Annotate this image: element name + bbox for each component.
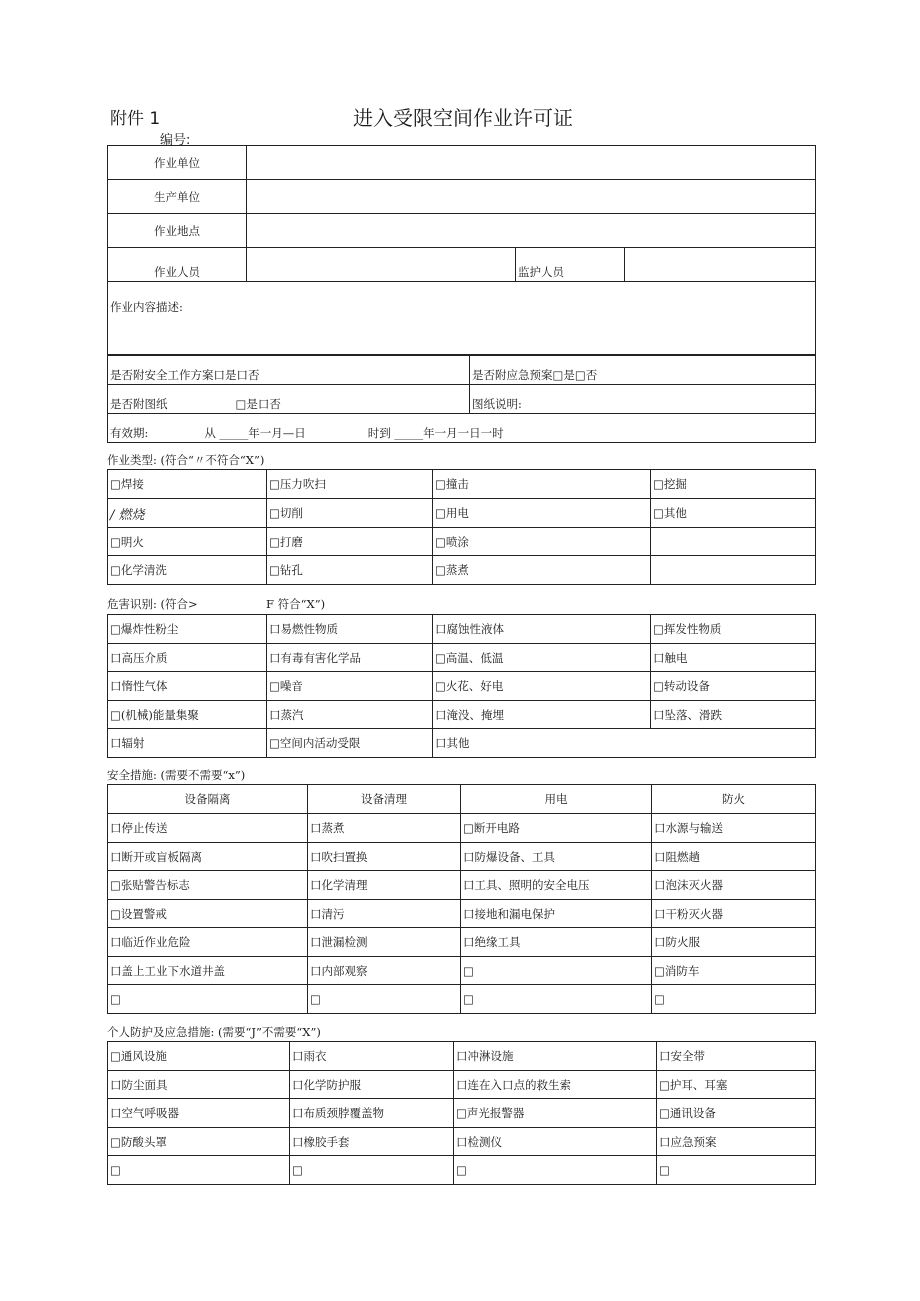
serial-number-label: 编号: [160, 133, 191, 148]
safety-option[interactable]: 口断开或盲板隔离 [108, 843, 308, 871]
ppe-option-blank[interactable]: □ [290, 1156, 454, 1185]
safety-option[interactable]: 口临近作业危险 [108, 928, 308, 957]
validity-label: 有效期: [110, 426, 149, 440]
work-type-option[interactable]: □撞击 [433, 470, 651, 499]
ppe-option[interactable]: 口防尘面具 [108, 1071, 290, 1099]
safety-option[interactable]: 口水源与输送 [652, 814, 816, 843]
work-type-option[interactable]: □蒸煮 [433, 556, 651, 585]
work-type-option[interactable]: □喷涂 [433, 528, 651, 556]
work-type-option[interactable]: □打磨 [267, 528, 433, 556]
safety-option[interactable]: 口阻燃趟 [652, 843, 816, 871]
hazard-table [107, 614, 816, 758]
drawings-options[interactable]: □是口否 [235, 397, 281, 411]
hazard-option[interactable]: □空间内活动受限 [267, 729, 433, 758]
production-unit-field[interactable] [247, 180, 816, 214]
safety-plan-question[interactable]: 是否附安全工作方案口是口否 [108, 355, 470, 385]
hazard-option[interactable]: □噪音 [267, 672, 433, 701]
safety-option[interactable]: 口干粉灭火器 [652, 900, 816, 928]
description-label: 作业内容描述: [110, 300, 183, 314]
work-location-label: 作业地点 [108, 214, 247, 248]
safety-col-fire: 防火 [652, 785, 816, 814]
hazard-option[interactable]: □爆炸性粉尘 [108, 615, 267, 644]
safety-option[interactable]: 口工具、照明的安全电压 [461, 871, 652, 900]
work-type-option[interactable]: □焊接 [108, 470, 267, 499]
safety-option[interactable]: 口内部观察 [308, 957, 461, 985]
work-type-option[interactable]: □压力吹扫 [267, 470, 433, 499]
safety-option[interactable]: 口泄漏检测 [308, 928, 461, 957]
safety-heading: 安全措施: (需要不需要“x”) [107, 768, 246, 782]
attachments-table [107, 354, 816, 443]
ppe-heading: 个人防护及应急措施: (需要“J”不需要“X”) [107, 1025, 321, 1039]
ppe-option-blank[interactable]: □ [657, 1156, 816, 1185]
hazard-option[interactable]: 口蒸汽 [267, 701, 433, 729]
safety-col-cleaning: 设备清理 [308, 785, 461, 814]
drawings-question[interactable] [108, 385, 470, 414]
description-field[interactable] [108, 282, 816, 356]
ppe-option[interactable]: 口检测仪 [454, 1128, 657, 1156]
safety-option[interactable]: 口盖上工业下水道井盖 [108, 957, 308, 985]
hazard-option[interactable]: 口腐蚀性液体 [433, 615, 651, 644]
work-type-option[interactable]: □切削 [267, 499, 433, 528]
safety-option-blank[interactable]: □ [108, 985, 308, 1014]
safety-table [107, 784, 816, 1014]
ppe-option[interactable]: □护耳、耳塞 [657, 1071, 816, 1099]
work-type-table [107, 469, 816, 585]
validity-row[interactable] [108, 414, 816, 443]
ppe-option[interactable]: □声光报警器 [454, 1099, 657, 1128]
ppe-option[interactable]: 口连在入口点的救生索 [454, 1071, 657, 1099]
hazard-option[interactable]: □挥发性物质 [651, 615, 816, 644]
safety-option[interactable]: 口防火服 [652, 928, 816, 957]
safety-option[interactable]: 口防爆设备、工具 [461, 843, 652, 871]
ppe-option-blank[interactable]: □ [454, 1156, 657, 1185]
ppe-option[interactable]: 口布质颈脖覆盖物 [290, 1099, 454, 1128]
hazard-option[interactable]: □转动设备 [651, 672, 816, 701]
safety-option-blank[interactable]: □ [652, 985, 816, 1014]
work-unit-field[interactable] [247, 146, 816, 180]
safety-option[interactable]: 口停止传送 [108, 814, 308, 843]
hazard-option[interactable]: 口辐射 [108, 729, 267, 758]
work-type-option[interactable]: □明火 [108, 528, 267, 556]
safety-col-electric: 用电 [461, 785, 652, 814]
hazard-option[interactable]: 口惰性气体 [108, 672, 267, 701]
ppe-option[interactable]: □通风设施 [108, 1042, 290, 1071]
work-location-field[interactable] [247, 214, 816, 248]
work-type-option[interactable]: □挖掘 [651, 470, 816, 499]
work-type-option[interactable]: □其他 [651, 499, 816, 528]
work-type-heading: 作业类型: (符合“〃不符合“X”) [107, 453, 265, 467]
ppe-table [107, 1041, 816, 1185]
safety-option[interactable]: 口吹扫置换 [308, 843, 461, 871]
work-type-option[interactable]: □钻孔 [267, 556, 433, 585]
ppe-option[interactable]: 口应急预案 [657, 1128, 816, 1156]
work-type-option-burning[interactable]: / 燃烧 [108, 499, 267, 528]
ppe-option[interactable]: 口安全带 [657, 1042, 816, 1071]
safety-option[interactable]: □消防车 [652, 957, 816, 985]
safety-col-isolation: 设备隔离 [108, 785, 308, 814]
safety-option-blank[interactable]: □ [461, 985, 652, 1014]
page-title: 进入受限空间作业许可证 [353, 106, 573, 130]
validity-from[interactable]: 从 _____年一月—日 [204, 426, 306, 440]
safety-option[interactable]: 口清污 [308, 900, 461, 928]
safety-option[interactable]: □ [461, 957, 652, 985]
safety-option[interactable]: 口化学清理 [308, 871, 461, 900]
hazard-option[interactable]: □(机械)能量集聚 [108, 701, 267, 729]
work-type-option[interactable]: □用电 [433, 499, 651, 528]
hazard-heading-tail: F 符合“X”) [266, 597, 326, 611]
safety-option[interactable]: 口蒸煮 [308, 814, 461, 843]
supervisor-field[interactable] [625, 248, 816, 282]
drawing-notes[interactable]: 图纸说明: [470, 385, 816, 414]
hazard-option[interactable]: 口坠落、滑跌 [651, 701, 816, 729]
hazard-heading: 危害识别: (符合> [107, 597, 198, 611]
safety-option[interactable]: □断开电路 [461, 814, 652, 843]
safety-option[interactable]: □设置警戒 [108, 900, 308, 928]
ppe-option[interactable]: 口橡胶手套 [290, 1128, 454, 1156]
ppe-option-blank[interactable]: □ [108, 1156, 290, 1185]
attachment-label: 附件 1 [110, 109, 161, 129]
ppe-option[interactable]: 口雨衣 [290, 1042, 454, 1071]
safety-option[interactable]: 口绝缘工具 [461, 928, 652, 957]
basic-info-table [107, 145, 816, 356]
hazard-option[interactable]: □高温、低温 [433, 644, 651, 672]
hazard-option[interactable]: □火花、好电 [433, 672, 651, 701]
ppe-option[interactable]: 口冲淋设施 [454, 1042, 657, 1071]
work-type-option[interactable]: □化学清洗 [108, 556, 267, 585]
ppe-option[interactable]: 口空气呼吸器 [108, 1099, 290, 1128]
ppe-option[interactable]: □通讯设备 [657, 1099, 816, 1128]
safety-option[interactable]: 口接地和漏电保护 [461, 900, 652, 928]
work-type-empty [651, 528, 816, 556]
validity-to[interactable]: 时到 _____年一月一日一时 [367, 426, 504, 440]
hazard-option[interactable]: 口淹没、掩埋 [433, 701, 651, 729]
hazard-option[interactable]: 口高压介质 [108, 644, 267, 672]
hazard-option[interactable]: 口易燃性物质 [267, 615, 433, 644]
hazard-option[interactable]: 口有毒有害化学品 [267, 644, 433, 672]
supervisor-label: 监护人员 [516, 248, 625, 282]
workers-label: 作业人员 [108, 248, 247, 282]
workers-field[interactable] [247, 248, 516, 282]
work-unit-label: 作业单位 [108, 146, 247, 180]
hazard-option[interactable]: 口触电 [651, 644, 816, 672]
safety-option-blank[interactable]: □ [308, 985, 461, 1014]
safety-option[interactable]: 口泡沫灭火器 [652, 871, 816, 900]
ppe-option[interactable]: 口化学防护服 [290, 1071, 454, 1099]
emergency-plan-question[interactable]: 是否附应急预案□是□否 [470, 355, 816, 385]
hazard-option[interactable]: 口其他 [433, 729, 816, 758]
ppe-option[interactable]: □防酸头罩 [108, 1128, 290, 1156]
safety-option[interactable]: □张贴警告标志 [108, 871, 308, 900]
work-type-empty [651, 556, 816, 585]
drawings-label: 是否附图纸 [110, 397, 168, 411]
production-unit-label: 生产单位 [108, 180, 247, 214]
